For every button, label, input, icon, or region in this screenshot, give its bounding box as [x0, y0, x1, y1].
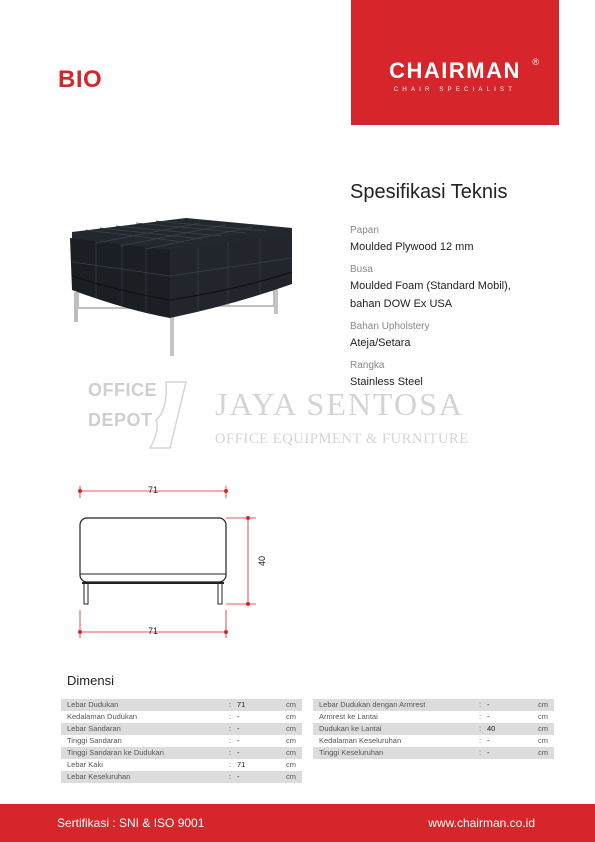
spec-list [350, 224, 570, 398]
row-label: Dudukan ke Lantai [319, 724, 382, 733]
row-unit: cm [538, 748, 548, 757]
registered-mark: ® [532, 57, 539, 67]
certification-text: Sertifikasi : SNI & ISO 9001 [57, 816, 205, 830]
row-label: Kedalaman Dudukan [67, 712, 138, 721]
row-value: - [237, 748, 240, 757]
row-label: Lebar Kaki [67, 760, 103, 769]
dim-bottom-width: 71 [147, 626, 159, 636]
row-unit: cm [286, 760, 296, 769]
row-unit: cm [286, 748, 296, 757]
dimensions-title: Dimensi [67, 673, 114, 688]
row-colon: : [229, 724, 232, 733]
row-value: 71 [237, 700, 246, 709]
row-colon: : [229, 736, 232, 745]
row-value: - [487, 712, 490, 721]
spec-value-papan: Moulded Plywood 12 mm [350, 241, 474, 253]
product-image [66, 210, 296, 360]
table-row [61, 711, 302, 723]
dimensions-table-left [61, 699, 302, 783]
footer [0, 804, 595, 842]
dim-height: 40 [257, 555, 267, 567]
row-colon: : [479, 748, 482, 757]
row-label: Tinggi Sandaran ke Dudukan [67, 748, 164, 757]
brand-tagline: CHAIR SPECIALIST [393, 87, 517, 93]
table-row [61, 771, 302, 783]
table-row [313, 699, 554, 711]
dimension-drawing [66, 478, 286, 643]
table-row [61, 723, 302, 735]
spec-value-busa-2: bahan DOW Ex USA [350, 298, 453, 310]
row-label: Tinggi Keseluruhan [319, 748, 384, 757]
row-unit: cm [538, 724, 548, 733]
table-row [313, 747, 554, 759]
row-colon: : [229, 700, 232, 709]
row-label: Lebar Dudukan dengan Armrest [319, 700, 426, 709]
product-name: BIO [58, 66, 103, 93]
row-label: Lebar Keseluruhan [67, 772, 131, 781]
row-unit: cm [286, 724, 296, 733]
spec-label-upholstery: Bahan Upholstery [350, 321, 430, 332]
spec-value-rangka: Stainless Steel [350, 376, 423, 388]
spec-value-upholstery: Ateja/Setara [350, 337, 411, 349]
spec-label-rangka: Rangka [350, 360, 385, 371]
website-link[interactable]: www.chairman.co.id [428, 816, 535, 830]
dim-top-width: 71 [147, 485, 159, 495]
spec-label-papan: Papan [350, 225, 379, 236]
table-row [61, 759, 302, 771]
spec-label-busa: Busa [350, 264, 373, 275]
row-value: - [487, 700, 490, 709]
row-unit: cm [286, 712, 296, 721]
row-unit: cm [286, 736, 296, 745]
row-label: Kedalaman Keseluruhan [319, 736, 402, 745]
row-value: - [237, 724, 240, 733]
row-colon: : [229, 748, 232, 757]
row-colon: : [479, 736, 482, 745]
row-label: Armrest ke Lantai [319, 712, 378, 721]
row-value: - [487, 748, 490, 757]
table-row [313, 723, 554, 735]
row-value: - [237, 736, 240, 745]
row-value: - [237, 772, 240, 781]
table-row [313, 711, 554, 723]
row-unit: cm [538, 700, 548, 709]
row-colon: : [229, 712, 232, 721]
office-depot-watermark [88, 380, 188, 452]
table-row [61, 735, 302, 747]
watermark-subtitle: OFFICE EQUIPMENT & FURNITURE [215, 431, 469, 447]
row-unit: cm [538, 736, 548, 745]
table-row [313, 735, 554, 747]
row-label: Lebar Dudukan [67, 700, 119, 709]
brand-logo [351, 0, 559, 125]
table-row-empty [313, 759, 554, 795]
table-row [61, 747, 302, 759]
row-value: 71 [237, 760, 246, 769]
row-colon: : [229, 760, 232, 769]
row-unit: cm [286, 700, 296, 709]
dimensions-table-right [313, 699, 554, 795]
watermark-title: JAYA SENTOSA [215, 386, 464, 422]
row-colon: : [479, 712, 482, 721]
row-value: - [487, 736, 490, 745]
brand-name: CHAIRMAN [389, 58, 521, 83]
row-value: 40 [487, 724, 496, 733]
watermark-swoosh-icon [146, 380, 188, 452]
row-colon: : [229, 772, 232, 781]
row-colon: : [479, 700, 482, 709]
row-value: - [237, 712, 240, 721]
spec-value-busa: Moulded Foam (Standard Mobil), [350, 280, 511, 292]
row-label: Tinggi Sandaran [67, 736, 122, 745]
row-unit: cm [538, 712, 548, 721]
watermark-left-line1: OFFICE [88, 380, 157, 400]
row-unit: cm [286, 772, 296, 781]
row-colon: : [479, 724, 482, 733]
watermark-left-line2: DEPOT [88, 410, 153, 430]
table-row [61, 699, 302, 711]
spec-title: Spesifikasi Teknis [350, 181, 508, 203]
row-label: Lebar Sandaran [67, 724, 121, 733]
